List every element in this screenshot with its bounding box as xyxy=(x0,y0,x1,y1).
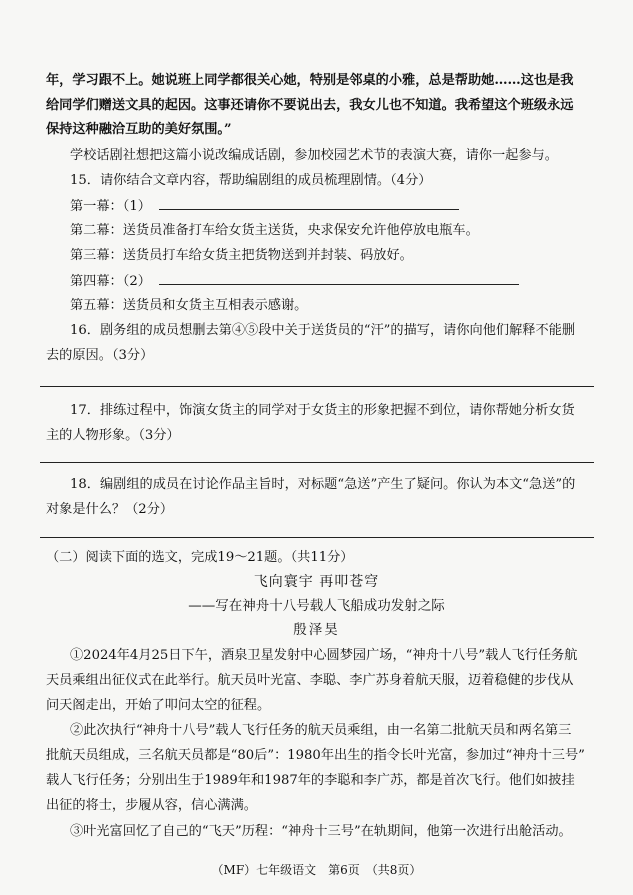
continuation-line-2: 给同学们赠送文具的起因。这事还请你不要说出去，我女儿也不知道。我希望这个班级永远 xyxy=(46,98,574,113)
paragraph-2-line-1: ②此次执行“神舟十八号”载人飞行任务的航天员乘组，由一名第二批航天员和两名第三 xyxy=(70,723,572,738)
paragraph-1-line-1: ①2024年4月25日下午，酒泉卫星发射中心圆梦园广场，“神舟十八号”载人飞行任务航 xyxy=(70,648,578,663)
paragraph-2-line-4: 出征的将士，步履从容，信心满满。 xyxy=(46,798,257,813)
scene-1-label: 第一幕：（1） xyxy=(70,199,151,214)
drama-intro: 学校话剧社想把这篇小说改编成话剧，参加校园艺术节的表演大赛，请你一起参与。 xyxy=(70,148,558,163)
paragraph-1-line-3: 问天阁走出，开始了叩问太空的征程。 xyxy=(46,698,271,713)
answer-line-17[interactable] xyxy=(40,462,594,463)
answer-line-18[interactable] xyxy=(40,537,594,538)
scene-4-answer-blank[interactable] xyxy=(159,272,519,285)
article-author: 殷泽昊 xyxy=(293,622,340,638)
question-18-line-2: 对象是什么？（2分） xyxy=(46,502,174,517)
paragraph-3-line-1: ③叶光富回忆了自己的“飞天”历程：“神舟十三号”在轨期间，他第一次进行出舱活动。 xyxy=(70,824,572,839)
continuation-line-3: 保持这种融洽互助的美好氛围。” xyxy=(46,122,232,137)
question-17-line-2: 主的人物形象。（3分） xyxy=(46,428,180,443)
scene-3: 第三幕：送货员打车给女货主把货物送到并封装、码放好。 xyxy=(70,248,413,263)
scene-1 xyxy=(70,197,590,216)
question-16-line-2: 去的原因。（3分） xyxy=(46,348,154,363)
answer-line-16[interactable] xyxy=(40,386,594,387)
continuation-line-1: 年，学习跟不上。她说班上同学都很关心她，特别是邻桌的小雅，总是帮助她……这也是我 xyxy=(46,73,574,88)
question-17-line-1: 17．排练过程中，饰演女货主的同学对于女货主的形象把握不到位，请你帮她分析女货 xyxy=(70,403,575,418)
scene-2: 第二幕：送货员准备打车给女货主送货，央求保安允许他停放电瓶车。 xyxy=(70,223,479,238)
scene-4 xyxy=(70,272,590,291)
question-15-stem: 15．请你结合文章内容，帮助编剧组的成员梳理剧情。（4分） xyxy=(70,173,432,188)
paragraph-2-line-2: 批航天员组成，三名航天员都是“80后”：1980年出生的指令长叶光富，参加过“神舟十三号” xyxy=(46,748,585,763)
scene-1-answer-blank[interactable] xyxy=(159,197,459,210)
article-title: 飞向寰宇 再叩苍穹 xyxy=(253,574,380,590)
article-subtitle: ——写在神舟十八号载人飞船成功发射之际 xyxy=(188,598,445,614)
section-2-heading: （二）阅读下面的选文，完成19～21题。（共11分） xyxy=(46,550,354,565)
scene-4-label: 第四幕：（2） xyxy=(70,274,151,289)
paragraph-1-line-2: 天员乘组出征仪式在此举行。航天员叶光富、李聪、李广苏身着航天服，迈着稳健的步伐从 xyxy=(46,673,574,688)
scene-5: 第五幕：送货员和女货主互相表示感谢。 xyxy=(70,298,308,313)
page-footer: （MF）七年级语文 第6页 （共8页） xyxy=(211,863,422,877)
question-16-line-1: 16．剧务组的成员想删去第④⑤段中关于送货员的“汗”的描写，请你向他们解释不能删 xyxy=(70,323,576,338)
question-18-line-1: 18．编剧组的成员在讨论作品主旨时，对标题“急送”产生了疑问。你认为本文“急送”的 xyxy=(70,477,576,492)
paragraph-2-line-3: 载人飞行任务；分别出生于1989年和1987年的李聪和李广苏，都是首次飞行。他们如披挂 xyxy=(46,773,575,788)
